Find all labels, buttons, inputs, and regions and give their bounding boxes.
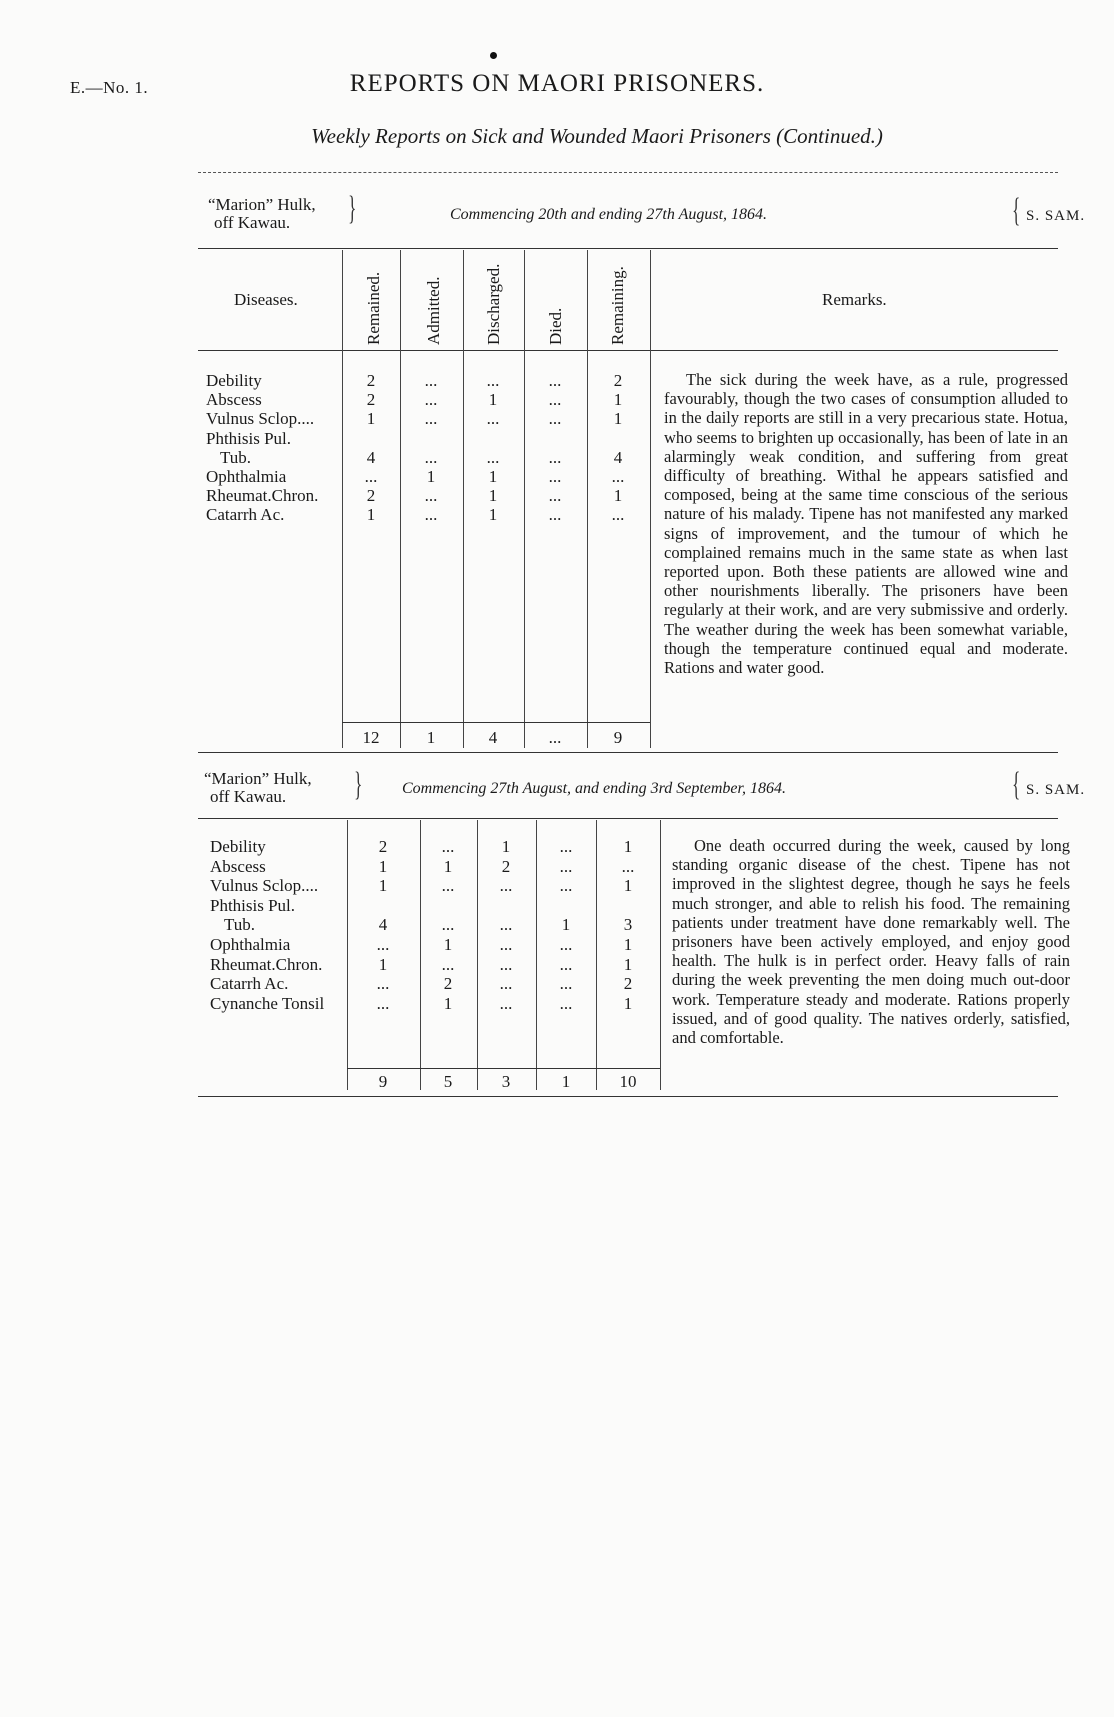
cell-remained: 2 (366, 390, 376, 410)
cell-remaining: 2 (623, 974, 633, 994)
brace-hulk-1: } (348, 190, 357, 227)
cell-remaining: ... (611, 505, 625, 525)
cell-died: ... (548, 505, 562, 525)
table-row (210, 956, 662, 975)
disease-name: Abscess (210, 856, 266, 876)
cell-remaining: ... (621, 856, 635, 876)
table-row (210, 838, 662, 857)
table-row (210, 995, 662, 1014)
cell-remained: 4 (378, 915, 388, 935)
cell-remained: 1 (378, 876, 388, 896)
cell-discharged: ... (499, 935, 513, 954)
disease-name: Rheumat.Chron. (210, 954, 323, 974)
disease-name: Catarrh Ac. (206, 505, 285, 525)
rule-end-2 (198, 1096, 1058, 1097)
hulk-location: off Kawau. (214, 213, 291, 232)
cell-admitted: ... (441, 837, 455, 856)
disease-table-2 (210, 838, 662, 1018)
rule-header-2 (198, 818, 1058, 819)
disease-name: Tub. (220, 447, 252, 467)
total-remained: 9 (378, 1072, 388, 1091)
cell-admitted: ... (424, 390, 438, 410)
table-row (206, 391, 652, 410)
cell-admitted: ... (424, 505, 438, 525)
cell-remained: 2 (378, 837, 388, 856)
disease-name: Phthisis Pul. (210, 895, 296, 915)
cell-admitted: ... (424, 447, 438, 467)
hulk-location: off Kawau. (210, 787, 287, 806)
remarks-text: One death occurred during the week, caused by long standing organic disease of the chest. Tipene has not improved in the slightest degree, though he says he feels much stronger, and able to relish his food. The remaining patients under treatment have done remarkably well. The prisoners have been actively employed, and enjoy good health. The hulk is in perfect order. Heavy falls of rain during the week preventing the men doing much out-door work. Temperature steady and moderate. Rations properly issued, and of good quality. The natives orderly, satisfied, and comfortable. (672, 836, 1070, 1048)
cell-remaining: 4 (613, 447, 623, 467)
cell-admitted: 1 (443, 993, 453, 1013)
column-remaining: Remaining. (608, 266, 627, 345)
cell-remained: 1 (366, 409, 376, 429)
cell-remained: 4 (366, 447, 376, 467)
totals-row-1 (0, 728, 1114, 748)
report-period-1: Commencing 20th and ending 27th August, 1864. (450, 206, 768, 223)
disease-name: Debility (206, 371, 262, 390)
cell-remaining: 1 (623, 837, 633, 856)
cell-remaining: 1 (623, 993, 633, 1013)
cell-died: ... (548, 371, 562, 390)
disease-name: Debility (210, 837, 266, 856)
remarks-text: The sick during the week have, as a rule, progressed favourably, though the two cases of consumption alluded to in the daily reports are still in a very precarious state. Hotua, who seems to brighten up occasionally, has been of late in an alarmingly weak condition, and suffering from great difficulty of breathing. Withal he appears satisfied and composed, being at the same time conscious of the serious nature of his malady. Tipene has not manifested any marked signs of improvement, and the tumour of which he complained remains much in the same state as when last reported upon. Both these patients are allowed wine and other nourishments liberally. The prisoners have been regularly at their work, and are very submissive and orderly. The weather during the week has been somewhat variable, though the temperature continued equal and moderate. Rations and water good. (664, 370, 1068, 678)
disease-name: Rheumat.Chron. (206, 486, 319, 506)
cell-remaining: 1 (623, 935, 633, 954)
disease-name: Tub. (224, 915, 256, 935)
cell-died: ... (548, 409, 562, 429)
column-died: Died. (546, 307, 565, 345)
cell-admitted: ... (424, 371, 438, 390)
cell-died: ... (559, 856, 573, 876)
cell-died: ... (548, 447, 562, 467)
cell-remaining: ... (611, 467, 625, 486)
page-title: REPORTS ON MAORI PRISONERS. (349, 70, 765, 97)
cell-died: ... (559, 935, 573, 954)
page-subtitle: Weekly Reports on Sick and Wounded Maori Prisoners (Continued.) (311, 124, 883, 148)
disease-table-1 (206, 372, 652, 532)
cell-remaining: 2 (613, 371, 623, 390)
cell-died: ... (548, 486, 562, 506)
total-remaining: 10 (619, 1072, 637, 1091)
cell-remaining: 1 (613, 486, 623, 506)
hulk-name: “Marion” Hulk, (208, 195, 316, 214)
hulk-label-2 (204, 770, 312, 806)
column-diseases: Diseases. (234, 290, 298, 309)
cell-admitted: ... (441, 954, 455, 974)
disease-name: Vulnus Sclop.... (210, 876, 319, 896)
rule-header-bottom-1 (198, 350, 1058, 351)
cell-discharged: ... (486, 371, 500, 390)
medical-officer-1: S. SAM. (1026, 208, 1086, 224)
cell-discharged: ... (499, 954, 513, 974)
brace-officer-1: { (1012, 192, 1021, 229)
table-row (210, 936, 662, 955)
cell-discharged: 1 (488, 467, 498, 486)
cell-died: ... (559, 993, 573, 1013)
cell-died: 1 (561, 915, 571, 935)
column-remained: Remained. (364, 271, 383, 345)
cell-discharged: ... (486, 447, 500, 467)
cell-discharged: 2 (501, 856, 511, 876)
cell-discharged: ... (499, 993, 513, 1013)
disease-name: Abscess (206, 390, 262, 410)
cell-remaining: 1 (613, 390, 623, 410)
cell-remaining: 1 (613, 409, 623, 429)
cell-remained: ... (376, 935, 390, 954)
cell-died: ... (559, 954, 573, 974)
cell-died: ... (548, 390, 562, 410)
cell-discharged: 1 (488, 505, 498, 525)
disease-name: Catarrh Ac. (210, 974, 289, 994)
table-row (206, 506, 652, 525)
rule-end-1 (198, 752, 1058, 753)
cell-died: ... (548, 467, 562, 486)
ink-dot (490, 52, 497, 59)
brace-hulk-2: } (354, 766, 363, 803)
cell-discharged: ... (499, 876, 513, 896)
brace-officer-2: { (1012, 766, 1021, 803)
totals-row-2 (0, 1072, 1114, 1092)
table-row (210, 858, 662, 877)
disease-name: Vulnus Sclop.... (206, 409, 315, 429)
table-row (206, 487, 652, 506)
hulk-name: “Marion” Hulk, (204, 769, 312, 788)
cell-remaining: 1 (623, 876, 633, 896)
table-row (206, 449, 652, 468)
cell-admitted: ... (424, 486, 438, 506)
cell-remained: 1 (366, 505, 376, 525)
total-admitted: 1 (426, 728, 436, 747)
cell-admitted: 2 (443, 974, 453, 994)
table-row (206, 372, 652, 391)
disease-name: Ophthalmia (206, 467, 287, 486)
disease-name: Cynanche Tonsil (210, 993, 325, 1013)
table-row (206, 468, 652, 487)
cell-admitted: ... (424, 409, 438, 429)
report-period-2: Commencing 27th August, and ending 3rd September, 1864. (402, 780, 786, 797)
table-row (210, 877, 662, 896)
cell-died: ... (559, 974, 573, 994)
total-died: 1 (561, 1072, 571, 1091)
cell-remained: 2 (366, 371, 376, 390)
cell-remaining: 3 (623, 915, 633, 935)
cell-admitted: ... (441, 876, 455, 896)
cell-remained: ... (376, 993, 390, 1013)
total-discharged: 3 (501, 1072, 511, 1091)
hulk-label-1 (208, 196, 316, 232)
cell-remained: 2 (366, 486, 376, 506)
column-remarks: Remarks. (822, 290, 887, 309)
cell-discharged: ... (486, 409, 500, 429)
total-remaining: 9 (613, 728, 623, 747)
cell-died: ... (559, 876, 573, 896)
table-row (210, 975, 662, 994)
table-row (206, 430, 652, 449)
cell-discharged: ... (499, 974, 513, 994)
total-died: ... (548, 728, 562, 747)
cell-died: ... (559, 837, 573, 856)
column-admitted: Admitted. (424, 276, 443, 345)
cell-discharged: ... (499, 915, 513, 935)
cell-remaining: 1 (623, 954, 633, 974)
cell-admitted: 1 (426, 467, 436, 486)
cell-discharged: 1 (501, 837, 511, 856)
disease-name: Phthisis Pul. (206, 428, 292, 448)
cell-remained: 1 (378, 954, 388, 974)
cell-remained: 1 (378, 856, 388, 876)
cell-admitted: ... (441, 915, 455, 935)
remarks-1 (664, 370, 1068, 677)
total-discharged: 4 (488, 728, 498, 747)
cell-discharged: 1 (488, 486, 498, 506)
table-row (206, 410, 652, 429)
rule-totals-2 (347, 1068, 660, 1069)
column-discharged: Discharged. (484, 263, 503, 345)
cell-admitted: 1 (443, 935, 453, 954)
remarks-2 (672, 836, 1070, 1047)
disease-name: Ophthalmia (210, 935, 291, 954)
page-reference: E.—No. 1. (70, 78, 149, 97)
table-row (210, 916, 662, 935)
medical-officer-2: S. SAM. (1026, 782, 1086, 798)
rule-top-1 (198, 172, 1058, 173)
cell-admitted: 1 (443, 856, 453, 876)
table-row (210, 897, 662, 916)
cell-remained: ... (376, 974, 390, 994)
cell-remained: ... (364, 467, 378, 486)
total-remained: 12 (362, 728, 380, 747)
rule-totals-1 (342, 722, 650, 723)
cell-discharged: 1 (488, 390, 498, 410)
total-admitted: 5 (443, 1072, 453, 1091)
